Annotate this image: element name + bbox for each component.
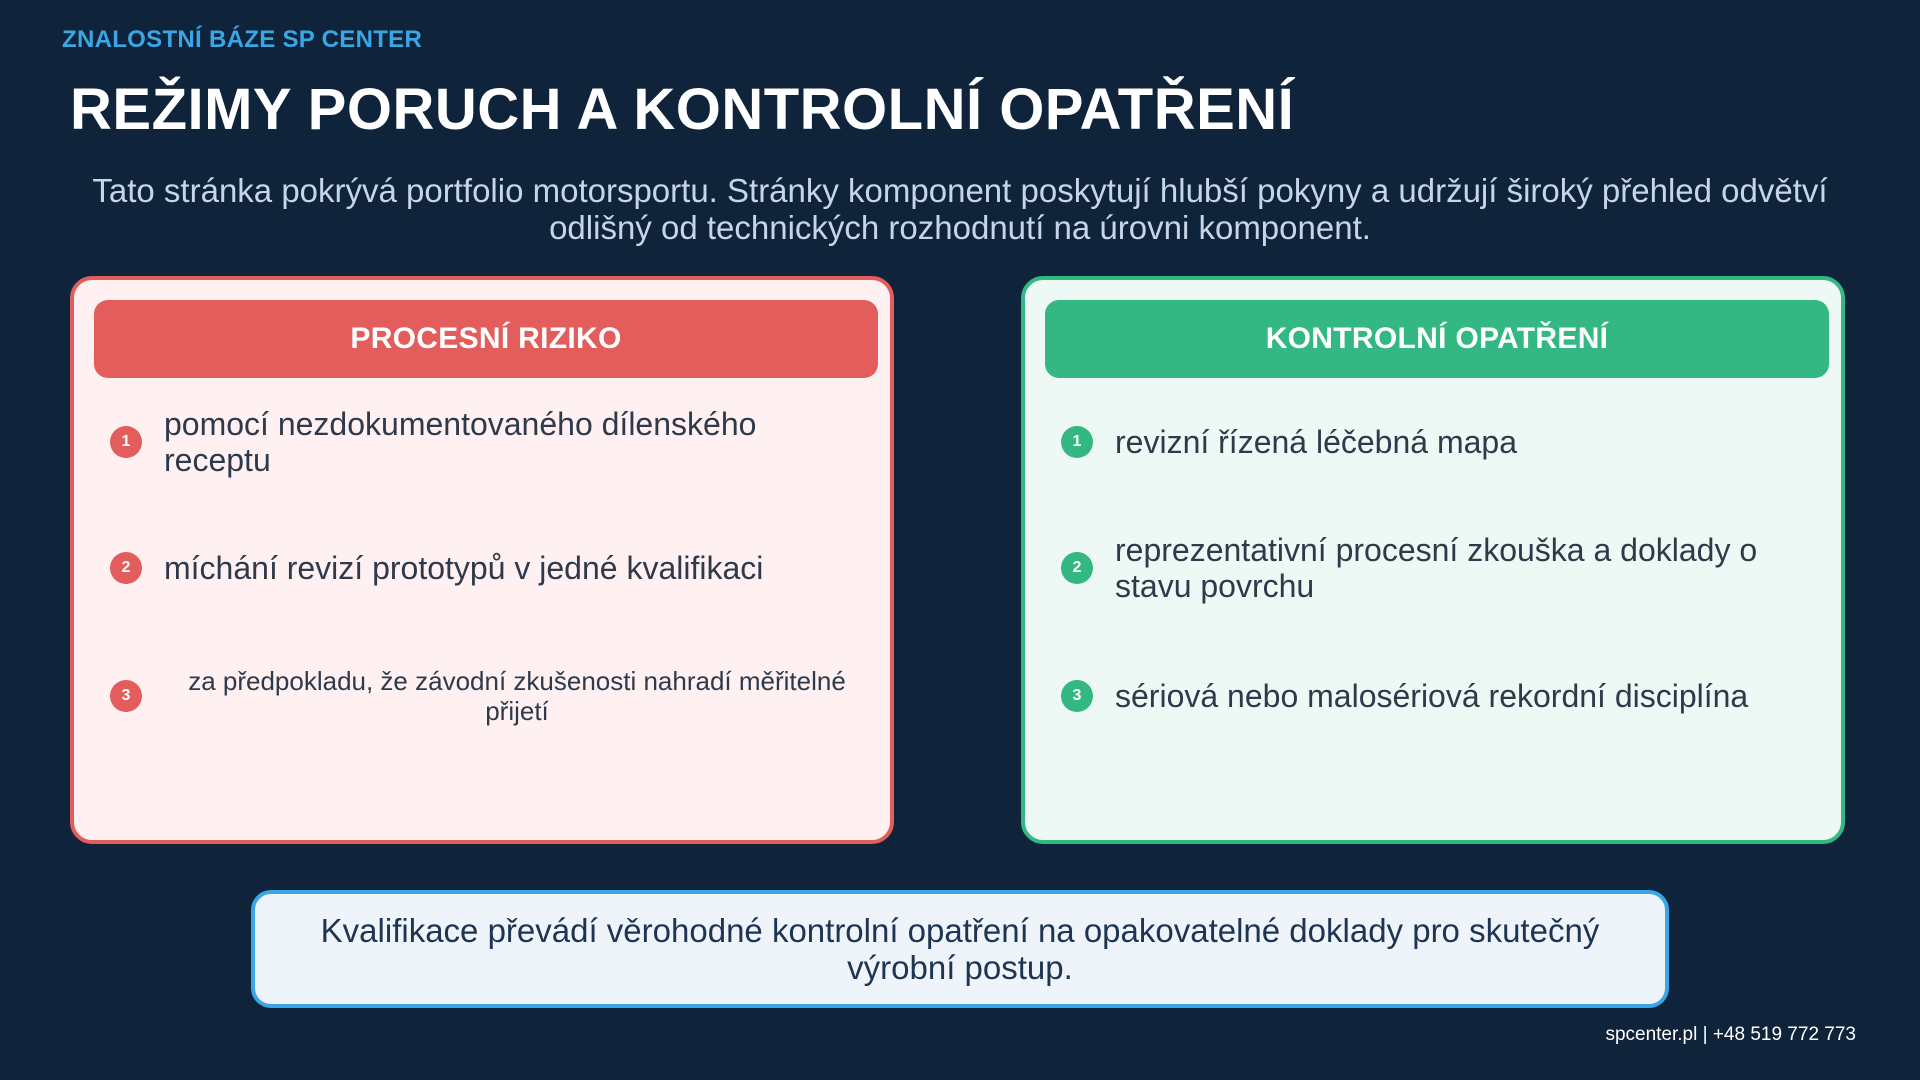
page-title: REŽIMY PORUCH A KONTROLNÍ OPATŘENÍ — [70, 77, 1295, 142]
control-item-3 — [1061, 656, 1821, 736]
risk-item-3-text: za předpokladu, že závodní zkušenosti nahradí měřitelné přijetí — [188, 666, 846, 726]
page-subtitle: Tato stránka pokrývá portfolio motorsportu. Stránky komponent poskytují hlubší pokyny a udržují široký přehled odvětví odlišný od technických rozhodnutí na úrovni komponent. — [92, 172, 1828, 246]
risk-item-1-text: pomocí nezdokumentovaného dílenského receptu — [164, 406, 757, 478]
risk-item-3-number: 3 — [110, 680, 142, 712]
risk-item-2-number: 2 — [110, 552, 142, 584]
control-measures-heading: KONTROLNÍ OPATŘENÍ — [1045, 300, 1829, 378]
process-risk-heading: PROCESNÍ RIZIKO — [94, 300, 878, 378]
risk-item-1-number: 1 — [110, 426, 142, 458]
risk-item-2-text: míchání revizí prototypů v jedné kvalifikaci — [164, 550, 764, 586]
footer-contact: spcenter.pl | +48 519 772 773 — [1605, 1024, 1856, 1045]
risk-item-3 — [110, 656, 870, 736]
summary-text: Kvalifikace převádí věrohodné kontrolní opatření na opakovatelné doklady pro skutečný výrobní postup. — [320, 912, 1600, 986]
control-item-3-number: 3 — [1061, 680, 1093, 712]
control-item-2 — [1061, 528, 1821, 608]
control-item-1-number: 1 — [1061, 426, 1093, 458]
control-item-2-text: reprezentativní procesní zkouška a doklady o stavu povrchu — [1115, 532, 1758, 604]
brand-kicker: ZNALOSTNÍ BÁZE SP CENTER — [62, 26, 423, 53]
risk-item-2 — [110, 528, 870, 608]
control-item-1-text: revizní řízená léčebná mapa — [1115, 424, 1517, 460]
control-item-2-number: 2 — [1061, 552, 1093, 584]
summary-callout — [251, 890, 1669, 1008]
risk-item-1 — [110, 402, 870, 482]
control-item-1 — [1061, 402, 1821, 482]
process-risk-panel — [70, 276, 894, 844]
control-item-3-text: sériová nebo malosériová rekordní disciplína — [1115, 678, 1749, 714]
control-measures-panel — [1021, 276, 1845, 844]
